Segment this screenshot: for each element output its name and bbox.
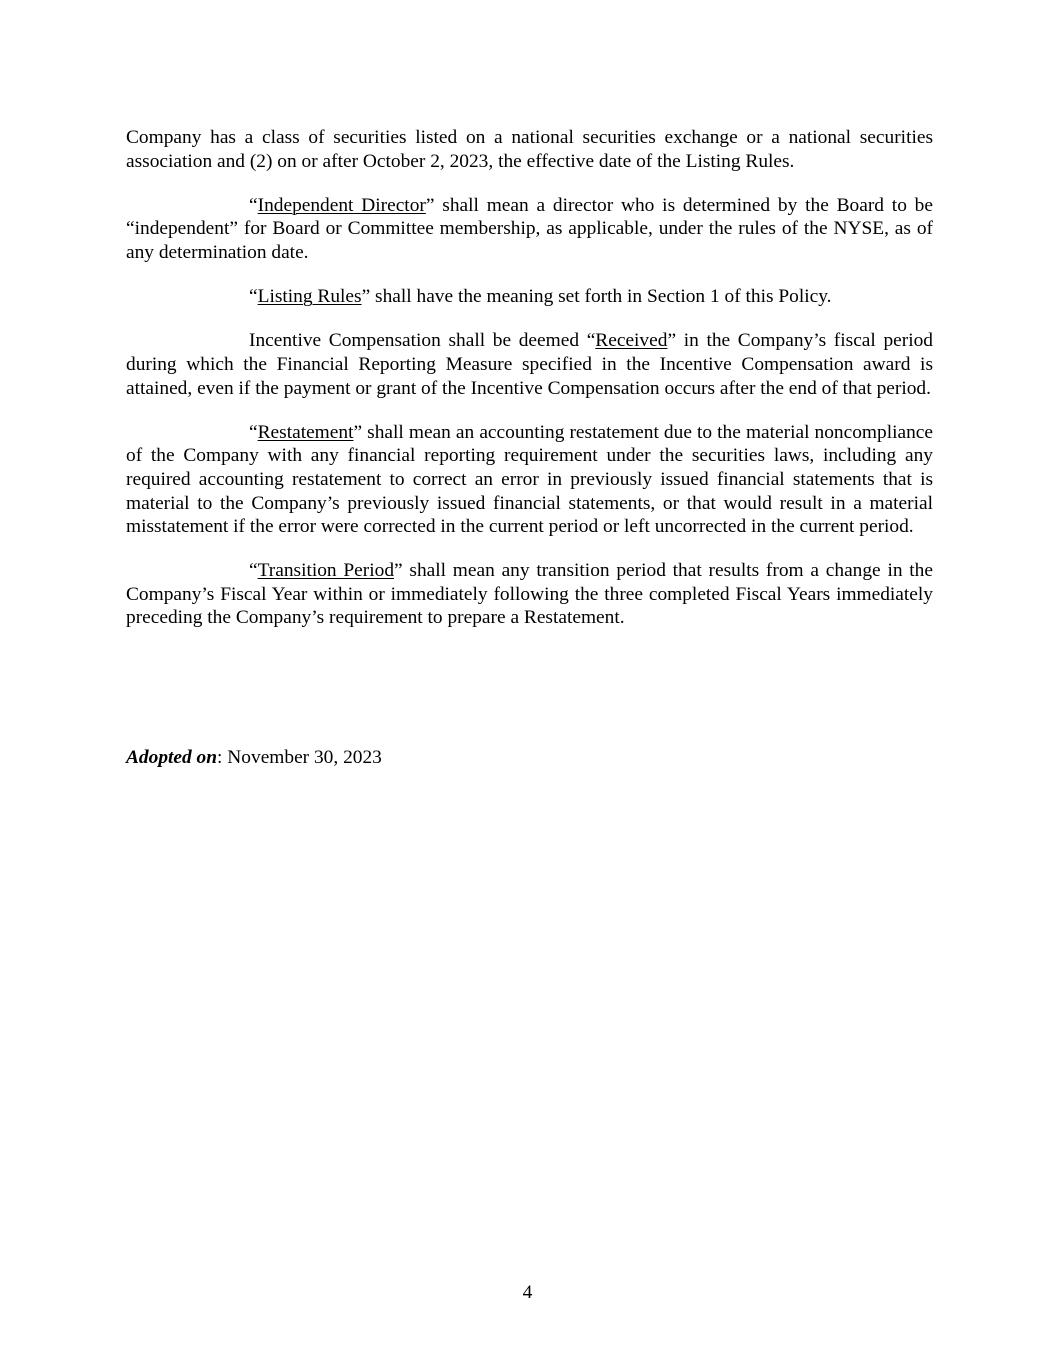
open-quote: “ [249,421,258,443]
policy-definitions [126,126,933,651]
definition-text: ” in the Company’s fiscal period during which the Financial Reporting Measure specified in the Incentive Compensation award is attained, even if the payment or grant of the Incentive Compensation occurs after the end of that period. [126,330,933,399]
definition-received [126,329,933,400]
defined-term: Transition Period [257,560,395,582]
definition-text: ” shall mean an accounting restatement due to the material noncompliance of the Company with any financial reporting requirement under the securities laws, including any required accounting restatement to correct an error in previously issued financial statements that is material to the Company’s previously issued financial statements, or that would result in a material misstatement if the error were corrected in the current period or left uncorrected in the current period. [126,421,933,538]
definition-text: ” shall mean any transition period that results from a change in the Company’s Fiscal Year within or immediately following the three completed Fiscal Years immediately preceding the Company’s requirement to prepare a Restatement. [126,560,933,629]
definition-restatement [126,421,933,539]
defined-term: Received [595,330,668,352]
adopted-date: November 30, 2023 [227,747,382,768]
definition-independent-director [126,194,933,265]
adopted-label: Adopted on [126,747,218,768]
open-quote: “ [249,194,258,216]
defined-term: Independent Director [257,194,426,216]
definition-text: ” shall have the meaning set forth in Section 1 of this Policy. [361,286,832,308]
page-number: 4 [522,1282,533,1303]
defined-term: Listing Rules [257,286,362,308]
defined-term: Restatement [257,421,354,443]
adopted-separator: : [217,747,228,768]
definition-text: ” shall mean a director who is determined by the Board to be “independent” for Board or Committee membership, as applicable, under the rules of the NYSE, as of any determination date. [126,194,933,263]
definition-transition-period [126,559,933,630]
open-quote: “ [249,286,258,308]
definition-lead-text: Incentive Compensation shall be deemed “ [249,330,596,352]
open-quote: “ [249,560,258,582]
paragraph-listing-continuation [126,126,933,173]
definition-listing-rules [126,285,933,309]
adoption-date-line [126,746,382,770]
paragraph-text: Company has a class of securities listed on a national securities exchange or a national securities association and (2) on or after October 2, 2023, the effective date of the Listing Rules. [126,127,933,172]
